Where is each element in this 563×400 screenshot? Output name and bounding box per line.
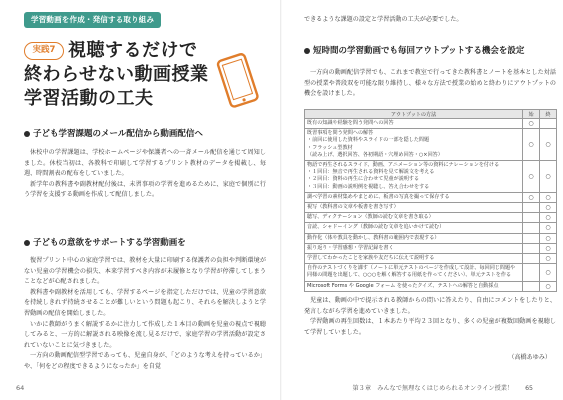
table-cell-start (523, 213, 540, 223)
table-row (305, 129, 557, 161)
table-cell-start: ○ (523, 119, 540, 129)
column-header-method: アウトプットの方法 (305, 110, 523, 119)
section-tab: 学習動画を作成・発信する取り組み (24, 12, 161, 28)
table-cell-method: 視写（教科書の文章や板書を書き写す） (305, 203, 523, 213)
table-cell-end: ○ (540, 223, 557, 233)
table-cell-method: 既有の知識や経験を問う発問への回答 (305, 119, 523, 129)
table-cell-start (523, 281, 540, 291)
table-cell-method: 動作化（体や教具を動かし、教科書の範囲内で表現する） (305, 233, 523, 243)
bullet-dot-icon (304, 48, 310, 54)
paragraph-2-line-b: 教科書や副教材を活用しても、学習するページを指定しただけでは、児童の学習意欲を持続しきれず持続させることが難しいという問題も起こり、それらを解決しようと学習動画の配信を開始しました。 (24, 288, 266, 317)
right-paragraph-1 (304, 68, 556, 100)
paragraph-2 (24, 256, 266, 373)
table-cell-end: ○ (540, 203, 557, 213)
table-row (305, 213, 557, 223)
paragraph-2-line-c: いかに教師がうまく解説するかに注力して作成した１本目の動画を児童の視点で視聴してみると、一方的に解説される映像を流し見るだけで、家庭学習の学習活動が設定されていないことに気づきました。 (24, 320, 266, 349)
table-cell-method: 学習してわかったことを家族や友だちに伝えて説明する (305, 254, 523, 264)
table-cell-end: ○ (540, 129, 557, 161)
table-cell-end: ○ (540, 233, 557, 243)
table-cell-end (540, 119, 557, 129)
title-line-2: 終わらせない動画授業 (24, 64, 209, 85)
paragraph-1 (24, 148, 266, 201)
table-cell-start: ○ (523, 192, 540, 202)
tablet-icon (214, 52, 264, 110)
output-methods-table (304, 109, 557, 292)
chapter-footer (352, 383, 533, 392)
table-cell-end: ○ (540, 264, 557, 281)
right-paragraph-1-line: 一方向の動画配信学習でも、これまで教室で行ってきた教科書とノートを基本とした対話型の授業や普段双を可能な限り維持し、様々な方法で授業の始めと終わりにアウトプットの機会を設けました。 (304, 69, 556, 98)
right-heading: 短時間の学習動画でも毎回アウトプットする機会を設定 (304, 44, 524, 56)
practice-badge: 実践7 (24, 42, 64, 60)
table-cell-end: ○ (540, 254, 557, 264)
table-row (305, 203, 557, 213)
right-paragraph-2 (304, 296, 556, 338)
table-cell-start (523, 203, 540, 213)
table-cell-method: 振り返り・学習感想・学習記録を書く (305, 243, 523, 253)
table-cell-start (523, 243, 540, 253)
table-cell-start (523, 223, 540, 233)
table-row (305, 119, 557, 129)
paragraph-2-line-a: 復習プリント中心の家庭学習では、教材を大量に印刷する保護者の負担や判断環境がない児童の学習機会の損失、本来学習すべき内容が未履修となり学習が停滞してしまうことなどが心配されました。 (24, 257, 266, 286)
table-cell-method: 聴写、ディクテーション（教師の読む文章を書き取る） (305, 213, 523, 223)
table-cell-end: ○ (540, 281, 557, 291)
table-cell-method: Microsoft Forms や Google フォーム を使ったクイズ、テストへの解答と自動採点 (305, 281, 523, 291)
page-number-right: 65 (525, 385, 533, 392)
table-cell-end: ○ (540, 161, 557, 193)
title-line-3: 学習活動の工夫 (24, 88, 154, 109)
right-paragraph-2-line-a: 児童は、動画の中で提示される教師からの問いに答えたり、自由にコメントをしたりと、発言しながら学習を進めていきました。 (304, 297, 556, 315)
heading-1: 子ども学習課題のメール配信から動画配信へ (24, 127, 203, 139)
column-header-end: 終 (540, 110, 557, 119)
table-row (305, 233, 557, 243)
author-credit: （高橋あゆみ） (508, 354, 551, 361)
table-row (305, 161, 557, 193)
chapter-title: 第３章 みんなで無理なくはじめられるオンライン授業！ (352, 385, 514, 392)
table-header-row (305, 110, 557, 119)
right-paragraph-2-line-b: 学習動画の再生回数は、１本あたり平均２３回となり、多くの児童が複数回動画を視聴して学習していました。 (304, 318, 556, 336)
table-cell-start: ○ (523, 161, 540, 193)
table-cell-start (523, 254, 540, 264)
table-cell-start: ○ (523, 129, 540, 161)
right-page (282, 0, 563, 400)
page-number-left: 64 (16, 384, 25, 392)
table-cell-end: ○ (540, 243, 557, 253)
bullet-dot-icon (24, 240, 30, 246)
table-cell-end: ○ (540, 213, 557, 223)
table-cell-method: 自作のテストづくりを課す（ノートに単元テストのページを作成して設計、毎回同じ問題や同様の問題を出題して、○○○を解く解答する用紙を作ってください）、単元テストを作る (305, 264, 523, 281)
continuation-text: できるような課題の設定と学習活動の工夫が必要でした。 (304, 16, 463, 23)
table-row (305, 254, 557, 264)
left-page (0, 0, 281, 400)
table-cell-start (523, 264, 540, 281)
title-line-1: 視聴するだけで (68, 40, 198, 61)
table-cell-end: ○ (540, 192, 557, 202)
paragraph-1-line-a: 休校中の学習課題は、学校ホームページや保護者への一斉メール配信を通じて周知しました。休校当初は、各教科で印刷して学習するプリント教材のデータを掲載し、毎週、時間割表の配布をしていました。 (24, 149, 266, 178)
table-row (305, 192, 557, 202)
paragraph-1-line-b: 新学年の教科書や副教材配付後は、未習事項の学習を進めるために、家庭で個別に行う学習を支援する動画を作成して配信しました。 (24, 180, 266, 199)
paragraph-2-line-d: 一方向の動画配信型学習であっても、児童自身が、「どのような考えを持っているか」や、「何をどの程度できるようになったか」を自覚 (24, 352, 266, 370)
heading-2: 子どもの意欲をサポートする学習動画を (24, 236, 186, 248)
bullet-dot-icon (24, 131, 30, 137)
table-row (305, 243, 557, 253)
table-row (305, 223, 557, 233)
table-cell-method: 物語で再生されるスライド、動画、アニメーション等の資料にナレーションを付ける ・１回目：無音で再生される資料を見て解説文を考える ・２回目：資料の再生に合わせて児童が説明する ・３回目：動画の説明例を視聴し、答え合わせをする (305, 161, 523, 193)
column-header-start: 始 (523, 110, 540, 119)
table-cell-start (523, 233, 540, 243)
table-row (305, 264, 557, 281)
table-cell-method: 音読、シャドーイング（教師の読む文章を追いかけて読む） (305, 223, 523, 233)
table-cell-method: 調べ学習の素材集めやまとめに、板書の写真を撮って保存する (305, 192, 523, 202)
table-row (305, 281, 557, 291)
table-cell-method: 既習事項を問う発問への解答 ・前回に使用した資料やスライドの一部を隠した問題 ・フラッシュ型教材 （読み上げ、選択回答、各初期語・穴埋め回答・○×回答） (305, 129, 523, 161)
